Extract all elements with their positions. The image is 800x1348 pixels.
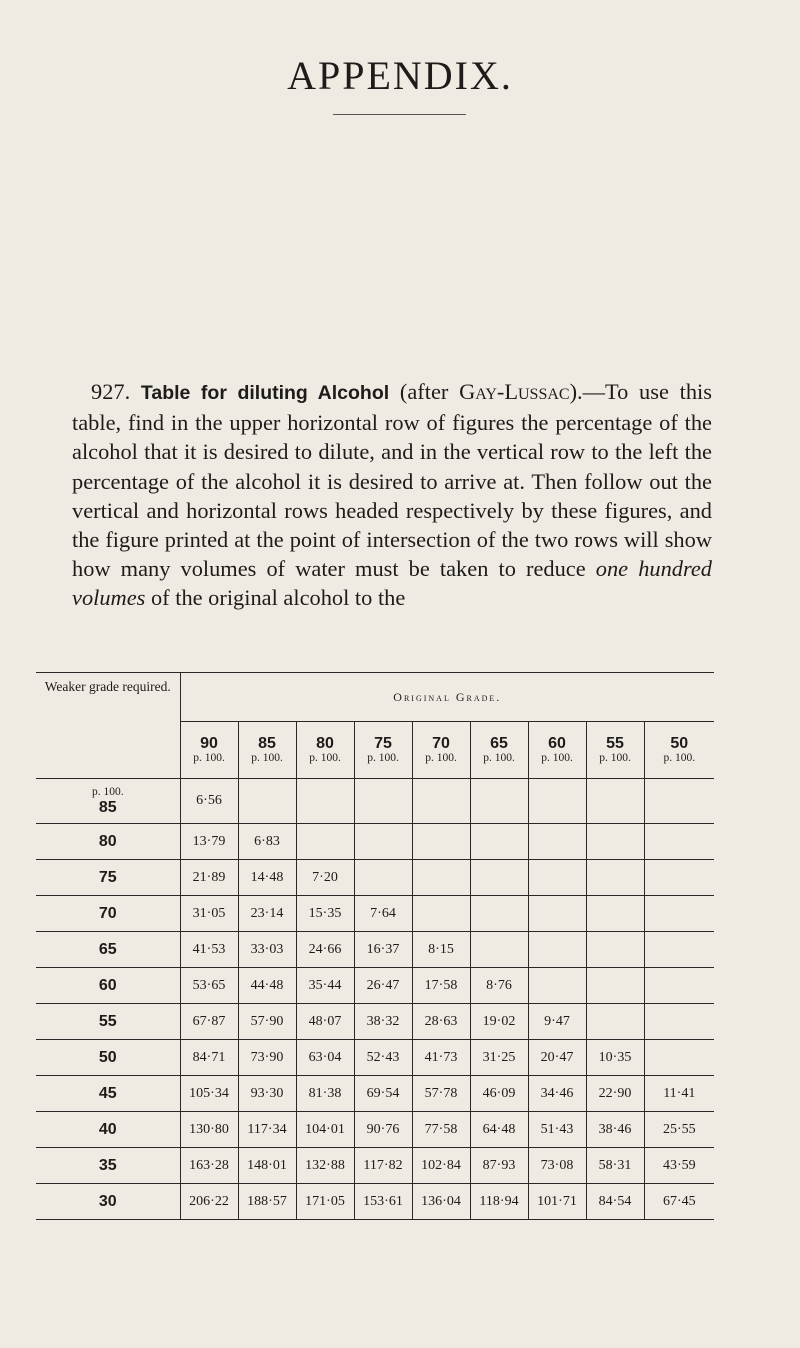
table-cell: 136·04 <box>412 1184 470 1220</box>
table-cell: 57·78 <box>412 1076 470 1112</box>
table-cell: 81·38 <box>296 1076 354 1112</box>
column-grade: 85 <box>258 735 276 752</box>
table-cell: 51·43 <box>528 1112 586 1148</box>
table-cell <box>470 896 528 932</box>
row-label <box>36 824 180 860</box>
row-label <box>36 1076 180 1112</box>
row-grade: 75 <box>98 868 117 886</box>
table-cell: 84·54 <box>586 1184 644 1220</box>
table-cell <box>644 824 714 860</box>
table-cell: 34·46 <box>528 1076 586 1112</box>
table-row <box>36 1076 714 1112</box>
column-unit: p. 100. <box>251 752 283 764</box>
table-cell: 7·20 <box>296 860 354 896</box>
table-cell <box>470 779 528 824</box>
heading-rule <box>333 114 466 115</box>
row-label <box>36 1004 180 1040</box>
table-cell <box>528 896 586 932</box>
table-cell <box>470 860 528 896</box>
paragraph-lead: Table for diluting Alcohol <box>140 382 390 404</box>
column-header <box>180 722 238 779</box>
table-cell <box>644 860 714 896</box>
paragraph-end: of the original alcohol to the <box>150 585 406 611</box>
column-header <box>586 722 644 779</box>
row-label <box>36 1040 180 1076</box>
table-cell: 117·34 <box>238 1112 296 1148</box>
table-cell: 64·48 <box>470 1112 528 1148</box>
dilution-table <box>36 672 714 1220</box>
table-row <box>36 1112 714 1148</box>
table-cell: 73·08 <box>528 1148 586 1184</box>
paragraph-author: Gay-Lussac <box>459 379 570 404</box>
table-cell: 67·45 <box>644 1184 714 1220</box>
table-cell: 104·01 <box>296 1112 354 1148</box>
column-header <box>412 722 470 779</box>
table-row <box>36 1040 714 1076</box>
table-cell <box>412 824 470 860</box>
table-cell: 101·71 <box>528 1184 586 1220</box>
table-cell: 48·07 <box>296 1004 354 1040</box>
table-cell: 19·02 <box>470 1004 528 1040</box>
column-grade: 65 <box>490 735 508 752</box>
row-grade: 40 <box>98 1120 117 1138</box>
table-row <box>36 1148 714 1184</box>
table-cell: 105·34 <box>180 1076 238 1112</box>
table-cell <box>296 779 354 824</box>
table-cell: 22·90 <box>586 1076 644 1112</box>
table-cell: 118·94 <box>470 1184 528 1220</box>
table-cell: 11·41 <box>644 1076 714 1112</box>
table-cell <box>528 860 586 896</box>
table-cell: 8·76 <box>470 968 528 1004</box>
table-cell: 148·01 <box>238 1148 296 1184</box>
table-cell: 10·35 <box>586 1040 644 1076</box>
table-cell: 69·54 <box>354 1076 412 1112</box>
column-grade: 75 <box>374 735 392 752</box>
weaker-grade-header: Weaker grade required. <box>36 673 180 779</box>
column-unit: p. 100. <box>309 752 341 764</box>
row-label <box>36 896 180 932</box>
table-cell <box>586 779 644 824</box>
table-cell <box>470 932 528 968</box>
table-cell: 63·04 <box>296 1040 354 1076</box>
row-label <box>36 779 180 824</box>
table-cell <box>644 1004 714 1040</box>
table-cell <box>586 932 644 968</box>
table-cell: 93·30 <box>238 1076 296 1112</box>
table-cell: 153·61 <box>354 1184 412 1220</box>
row-grade: 80 <box>98 832 117 850</box>
table-cell <box>586 896 644 932</box>
table-cell: 67·87 <box>180 1004 238 1040</box>
paragraph-body: ).—To use this table, find in the upper horizontal row of figures the percentage of the alcohol that it is desired to dilute, and in the vertical row to the left the percentage of the alcohol it is desired to arrive at. Then follow out the vertical and horizontal rows headed respectively by these figures, and the figure printed at the point of intersection of the two rows will show how many volumes of water must be taken to reduce <box>72 379 712 582</box>
original-grade-header: Original Grade. <box>180 673 714 722</box>
column-grade: 55 <box>606 735 624 752</box>
column-grade: 50 <box>670 735 689 752</box>
table-cell: 43·59 <box>644 1148 714 1184</box>
paragraph-number: 927. <box>91 379 131 404</box>
table-cell <box>412 896 470 932</box>
column-header <box>528 722 586 779</box>
table-cell <box>470 824 528 860</box>
row-label <box>36 1184 180 1220</box>
table-row <box>36 896 714 932</box>
page-heading: APPENDIX. <box>287 53 513 98</box>
table-cell: 53·65 <box>180 968 238 1004</box>
table-cell: 44·48 <box>238 968 296 1004</box>
row-label <box>36 932 180 968</box>
column-header <box>296 722 354 779</box>
table-cell <box>296 824 354 860</box>
table-cell: 17·58 <box>412 968 470 1004</box>
table-cell: 41·73 <box>412 1040 470 1076</box>
row-grade: 60 <box>98 976 117 994</box>
table-cell: 35·44 <box>296 968 354 1004</box>
table-cell: 117·82 <box>354 1148 412 1184</box>
table-cell: 58·31 <box>586 1148 644 1184</box>
table-cell: 31·25 <box>470 1040 528 1076</box>
table-row <box>36 824 714 860</box>
table-cell <box>528 932 586 968</box>
table-cell: 163·28 <box>180 1148 238 1184</box>
table-cell: 7·64 <box>354 896 412 932</box>
table-cell: 171·05 <box>296 1184 354 1220</box>
column-unit: p. 100. <box>541 752 573 764</box>
column-header <box>238 722 296 779</box>
table-cell: 38·32 <box>354 1004 412 1040</box>
column-header <box>644 722 714 779</box>
column-header <box>470 722 528 779</box>
table-cell: 77·58 <box>412 1112 470 1148</box>
table-cell: 46·09 <box>470 1076 528 1112</box>
row-grade: 65 <box>98 940 117 958</box>
column-grade: 60 <box>548 735 566 752</box>
column-grade: 80 <box>316 735 334 752</box>
table-cell <box>354 779 412 824</box>
row-label <box>36 968 180 1004</box>
table-cell: 90·76 <box>354 1112 412 1148</box>
table-cell: 73·90 <box>238 1040 296 1076</box>
table-cell <box>354 824 412 860</box>
table-cell: 23·14 <box>238 896 296 932</box>
table-cell: 206·22 <box>180 1184 238 1220</box>
table-cell: 102·84 <box>412 1148 470 1184</box>
table-cell: 15·35 <box>296 896 354 932</box>
table-cell <box>586 968 644 1004</box>
column-unit: p. 100. <box>663 752 696 764</box>
table-cell: 28·63 <box>412 1004 470 1040</box>
row-grade: 50 <box>98 1048 117 1066</box>
table-row <box>36 860 714 896</box>
table-cell: 24·66 <box>296 932 354 968</box>
table-cell: 87·93 <box>470 1148 528 1184</box>
paragraph-italic: one hundred volumes <box>72 556 712 611</box>
column-header <box>354 722 412 779</box>
table-cell: 14·48 <box>238 860 296 896</box>
table-cell <box>412 779 470 824</box>
table-cell <box>528 824 586 860</box>
table-cell: 8·15 <box>412 932 470 968</box>
table-row <box>36 1004 714 1040</box>
table-cell <box>412 860 470 896</box>
row-grade: 70 <box>98 904 117 922</box>
table-cell <box>586 860 644 896</box>
table-cell: 57·90 <box>238 1004 296 1040</box>
column-unit: p. 100. <box>425 752 457 764</box>
column-unit: p. 100. <box>193 752 225 764</box>
table-cell: 26·47 <box>354 968 412 1004</box>
table-row <box>36 779 714 824</box>
table-row <box>36 968 714 1004</box>
column-unit: p. 100. <box>367 752 399 764</box>
row-unit: p. 100. <box>91 785 124 798</box>
row-grade: 35 <box>98 1156 117 1174</box>
row-grade: 30 <box>98 1192 117 1210</box>
table-cell: 16·37 <box>354 932 412 968</box>
table-cell: 130·80 <box>180 1112 238 1148</box>
table-cell: 21·89 <box>180 860 238 896</box>
table-row <box>36 932 714 968</box>
table-cell: 33·03 <box>238 932 296 968</box>
column-grade: 90 <box>200 735 218 752</box>
table-cell: 31·05 <box>180 896 238 932</box>
table-cell <box>644 968 714 1004</box>
row-grade: 85 <box>98 798 117 816</box>
row-label <box>36 1112 180 1148</box>
table-cell <box>238 779 296 824</box>
table-cell <box>644 896 714 932</box>
table-cell: 188·57 <box>238 1184 296 1220</box>
row-grade: 55 <box>98 1012 117 1030</box>
row-label <box>36 1148 180 1184</box>
table-cell <box>586 1004 644 1040</box>
table-cell <box>644 779 714 824</box>
table-cell: 41·53 <box>180 932 238 968</box>
table-cell: 9·47 <box>528 1004 586 1040</box>
table-cell <box>644 932 714 968</box>
row-label <box>36 860 180 896</box>
table-cell: 25·55 <box>644 1112 714 1148</box>
column-unit: p. 100. <box>483 752 515 764</box>
table-cell: 52·43 <box>354 1040 412 1076</box>
table-cell: 84·71 <box>180 1040 238 1076</box>
table-cell: 6·83 <box>238 824 296 860</box>
paragraph-927 <box>72 377 712 613</box>
table-cell <box>528 968 586 1004</box>
table-cell: 13·79 <box>180 824 238 860</box>
table-cell: 38·46 <box>586 1112 644 1148</box>
column-unit: p. 100. <box>599 752 631 764</box>
table-cell <box>644 1040 714 1076</box>
column-grade: 70 <box>432 735 450 752</box>
table-cell <box>354 860 412 896</box>
table-cell: 6·56 <box>180 779 238 824</box>
table-row <box>36 1184 714 1220</box>
paragraph-after: (after <box>399 379 449 404</box>
table-cell <box>528 779 586 824</box>
table-cell: 20·47 <box>528 1040 586 1076</box>
table-cell: 132·88 <box>296 1148 354 1184</box>
table-cell <box>586 824 644 860</box>
row-grade: 45 <box>98 1084 117 1102</box>
